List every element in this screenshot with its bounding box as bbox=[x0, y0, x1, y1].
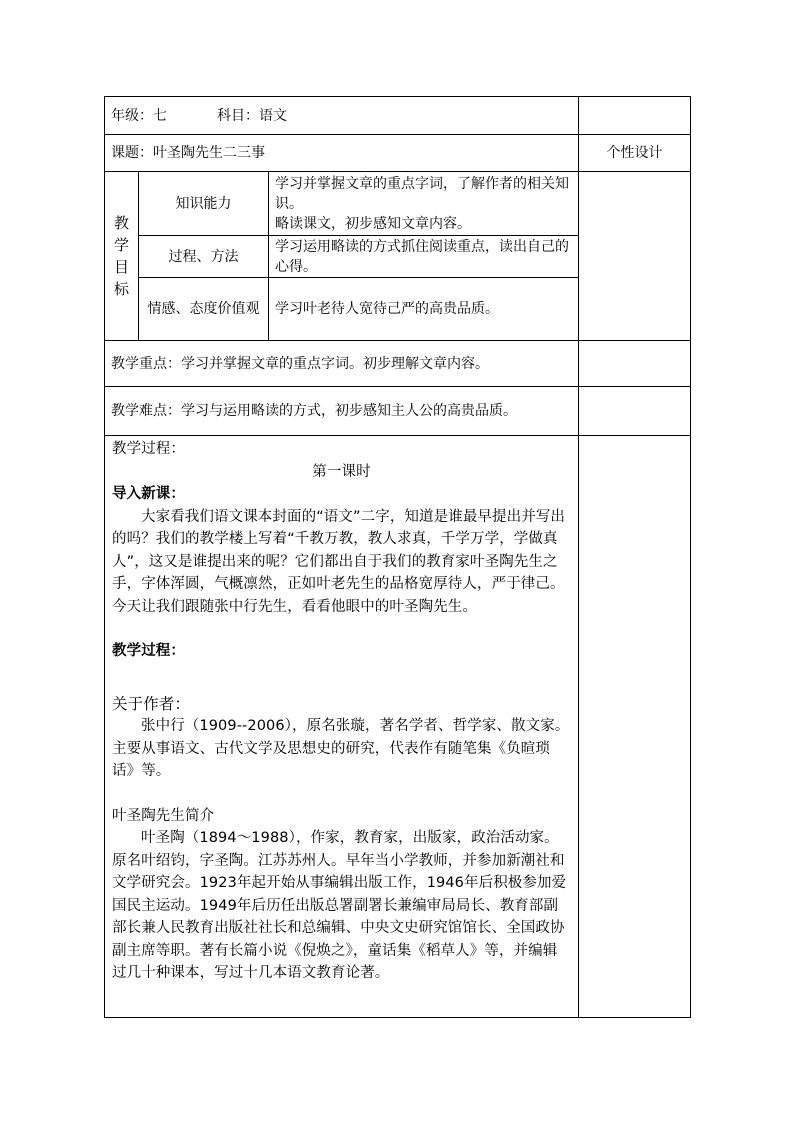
blank-cell bbox=[579, 172, 691, 341]
lesson-plan-table bbox=[104, 96, 691, 1018]
key-point-cell: 教学重点：学习并掌握文章的重点字词。初步理解文章内容。 bbox=[105, 341, 579, 387]
teaching-goals-label: 教 学 目 标 bbox=[105, 172, 139, 341]
goal-content-process: 学习运用略读的方式抓住阅读重点，读出自己的心得。 bbox=[269, 236, 579, 278]
grade-subject-cell bbox=[105, 97, 579, 135]
goal-content-attitude: 学习叶老待人宽待己严的高贵品质。 bbox=[269, 278, 579, 341]
blank-cell bbox=[579, 436, 691, 1018]
goal-category-attitude: 情感、态度价值观 bbox=[139, 278, 269, 341]
difficulty-cell: 教学难点：学习与运用略读的方式，初步感知主人公的高贵品质。 bbox=[105, 387, 579, 436]
ye-intro-paragraph: 叶圣陶（1894～1988），作家，教育家，出版家，政治活动家。原名叶绍钧，字圣陶。江苏苏州人。早年当小学教师，并参加新潮社和文学研究会。1923年起开始从事编辑出版工作，1946年后积极参加爱国民主运动。1949年后历任出版总署副署长兼编审局局长、教育部副部长兼人民教育出版社社长和总编辑、中央文史研究馆馆长、全国政协副主席等职。著有长篇小说《倪焕之》，童话集《稻草人》等，并编辑过几十种课本，写过十几本语文教育论著。 bbox=[112, 830, 567, 981]
personal-design-heading: 个性设计 bbox=[579, 135, 691, 172]
blank-cell bbox=[579, 387, 691, 436]
subject-label: 科目：语文 bbox=[217, 107, 287, 124]
goal-category-knowledge: 知识能力 bbox=[139, 172, 269, 236]
ye-intro-title: 叶圣陶先生简介 bbox=[112, 807, 215, 824]
blank-cell bbox=[579, 341, 691, 387]
process-heading: 教学过程： bbox=[112, 441, 185, 457]
blank-cell bbox=[579, 97, 691, 135]
intro-title: 导入新课： bbox=[112, 486, 185, 502]
author-paragraph: 张中行（1909--2006），原名张璇，著名学者、哲学家、散文家。主要从事语文、古代文学及思想史的研究，代表作有随笔集《负暄琐话》等。 bbox=[112, 718, 570, 779]
about-author-title: 关于作者： bbox=[112, 694, 191, 713]
lesson-title: 第一课时 bbox=[312, 463, 371, 480]
goal-content-knowledge: 学习并掌握文章的重点字词，了解作者的相关知识。 略读课文，初步感知文章内容。 bbox=[269, 172, 579, 236]
teaching-process-cell bbox=[105, 436, 579, 1018]
process-subheading: 教学过程： bbox=[112, 643, 185, 659]
goal-category-process: 过程、方法 bbox=[139, 236, 269, 278]
grade-label: 年级：七 bbox=[111, 107, 167, 124]
topic-cell: 课题：叶圣陶先生二三事 bbox=[105, 135, 579, 172]
intro-paragraph: 大家看我们语文课本封面的“语文”二字，知道是谁最早提出并写出的吗？我们的教学楼上写着“千教万教，教人求真，千学万学，学做真人”，这又是谁提出来的呢？它们都出自于我们的教育家叶圣陶先生之手，字体浑圆，气概凛然，正如叶老先生的品格宽厚待人，严于律己。今天让我们跟随张中行先生，看看他眼中的叶圣陶先生。 bbox=[112, 508, 566, 615]
